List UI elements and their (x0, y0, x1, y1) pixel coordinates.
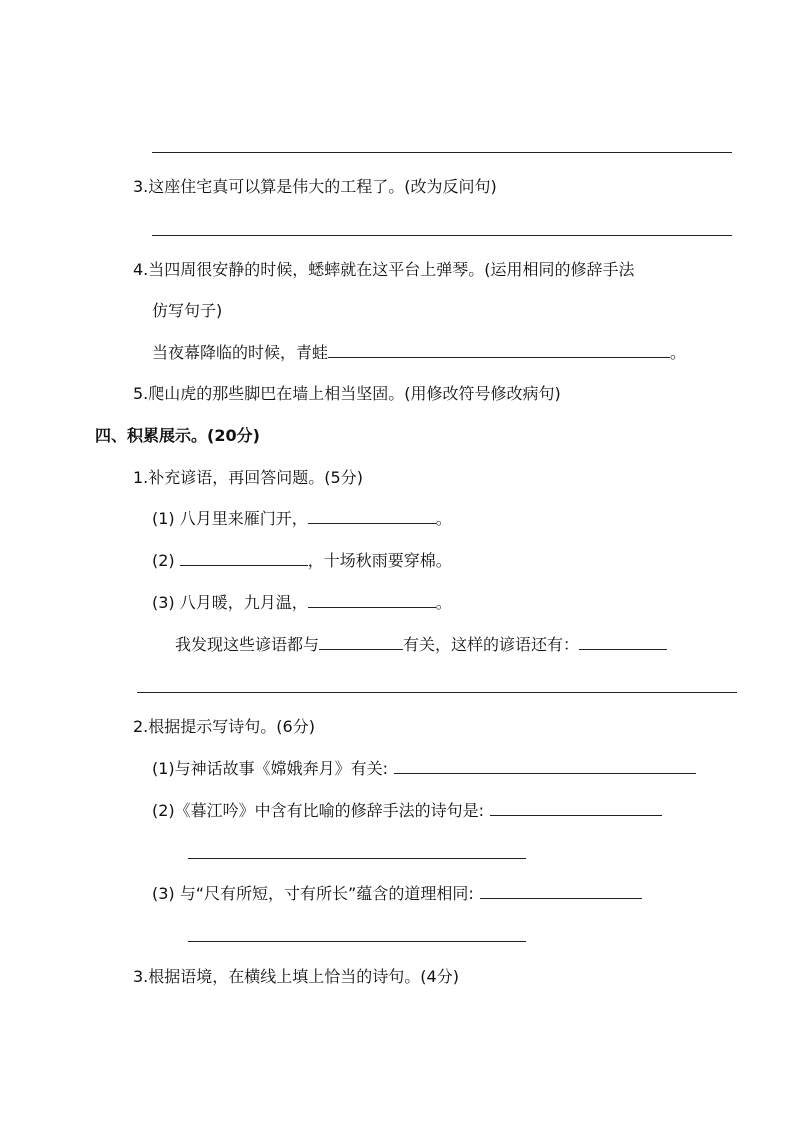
prompt-text: 当夜幕降临的时候，青蛙 (152, 343, 329, 362)
answer-blank[interactable] (480, 884, 642, 899)
question-3-title: 3.根据语境，在横线上填上恰当的诗句。(4分) (133, 967, 459, 986)
poem-prompt-2-text: (2)《暮江吟》中含有比喻的修辞手法的诗句是: (152, 801, 485, 820)
discovery-text-b: 有关，这样的谚语还有： (403, 635, 580, 654)
period: 。 (435, 509, 452, 528)
answer-blank[interactable] (180, 551, 308, 566)
answer-blank[interactable] (308, 593, 436, 608)
period: 。 (435, 593, 452, 612)
period: 。 (670, 343, 687, 362)
answer-blank[interactable] (328, 343, 670, 358)
answer-blank[interactable] (579, 635, 667, 650)
question-item-5: 5.爬山虎的那些脚巴在墙上相当坚固。(用修改符号修改病句) (133, 384, 561, 403)
proverb-3-text: (3) 八月暖，九月温， (152, 593, 308, 612)
discovery-text-a: 我发现这些谚语都与 (175, 635, 320, 654)
proverb-3 (152, 593, 452, 613)
proverb-2-label: (2) (152, 551, 180, 570)
answer-line[interactable] (137, 692, 737, 693)
question-2-title: 2.根据提示写诗句。(6分) (133, 717, 315, 736)
question-1-title: 1.补充谚语，再回答问题。(5分) (133, 468, 363, 487)
question-item-4: 4.当四周很安静的时候，蟋蟀就在这平台上弹琴。(运用相同的修辞手法 (133, 260, 635, 279)
proverb-1 (152, 509, 452, 529)
answer-line[interactable] (188, 941, 526, 942)
poem-prompt-1 (152, 759, 696, 779)
section-heading: 四、积累展示。(20分) (95, 426, 260, 445)
question-item-4-prompt (152, 343, 686, 363)
proverb-1-text: (1) 八月里来雁门开， (152, 509, 308, 528)
answer-line[interactable] (188, 858, 526, 859)
question-item-4-cont: 仿写句子) (152, 301, 223, 320)
poem-prompt-2 (152, 801, 662, 821)
proverb-2-text: ，十场秋雨要穿棉。 (307, 551, 452, 570)
discovery-line (175, 635, 667, 655)
question-item-3: 3.这座住宅真可以算是伟大的工程了。(改为反问句) (133, 177, 497, 196)
answer-blank[interactable] (394, 759, 696, 774)
answer-blank[interactable] (319, 635, 403, 650)
proverb-2 (152, 551, 452, 571)
poem-prompt-3-text: (3) 与“尺有所短，寸有所长”蕴含的道理相同: (152, 884, 474, 903)
answer-blank[interactable] (308, 509, 436, 524)
poem-prompt-1-text: (1)与神话故事《嫦娥奔月》有关: (152, 759, 389, 778)
answer-blank[interactable] (490, 801, 662, 816)
answer-line[interactable] (152, 152, 732, 153)
answer-line[interactable] (152, 235, 732, 236)
poem-prompt-3 (152, 884, 642, 904)
